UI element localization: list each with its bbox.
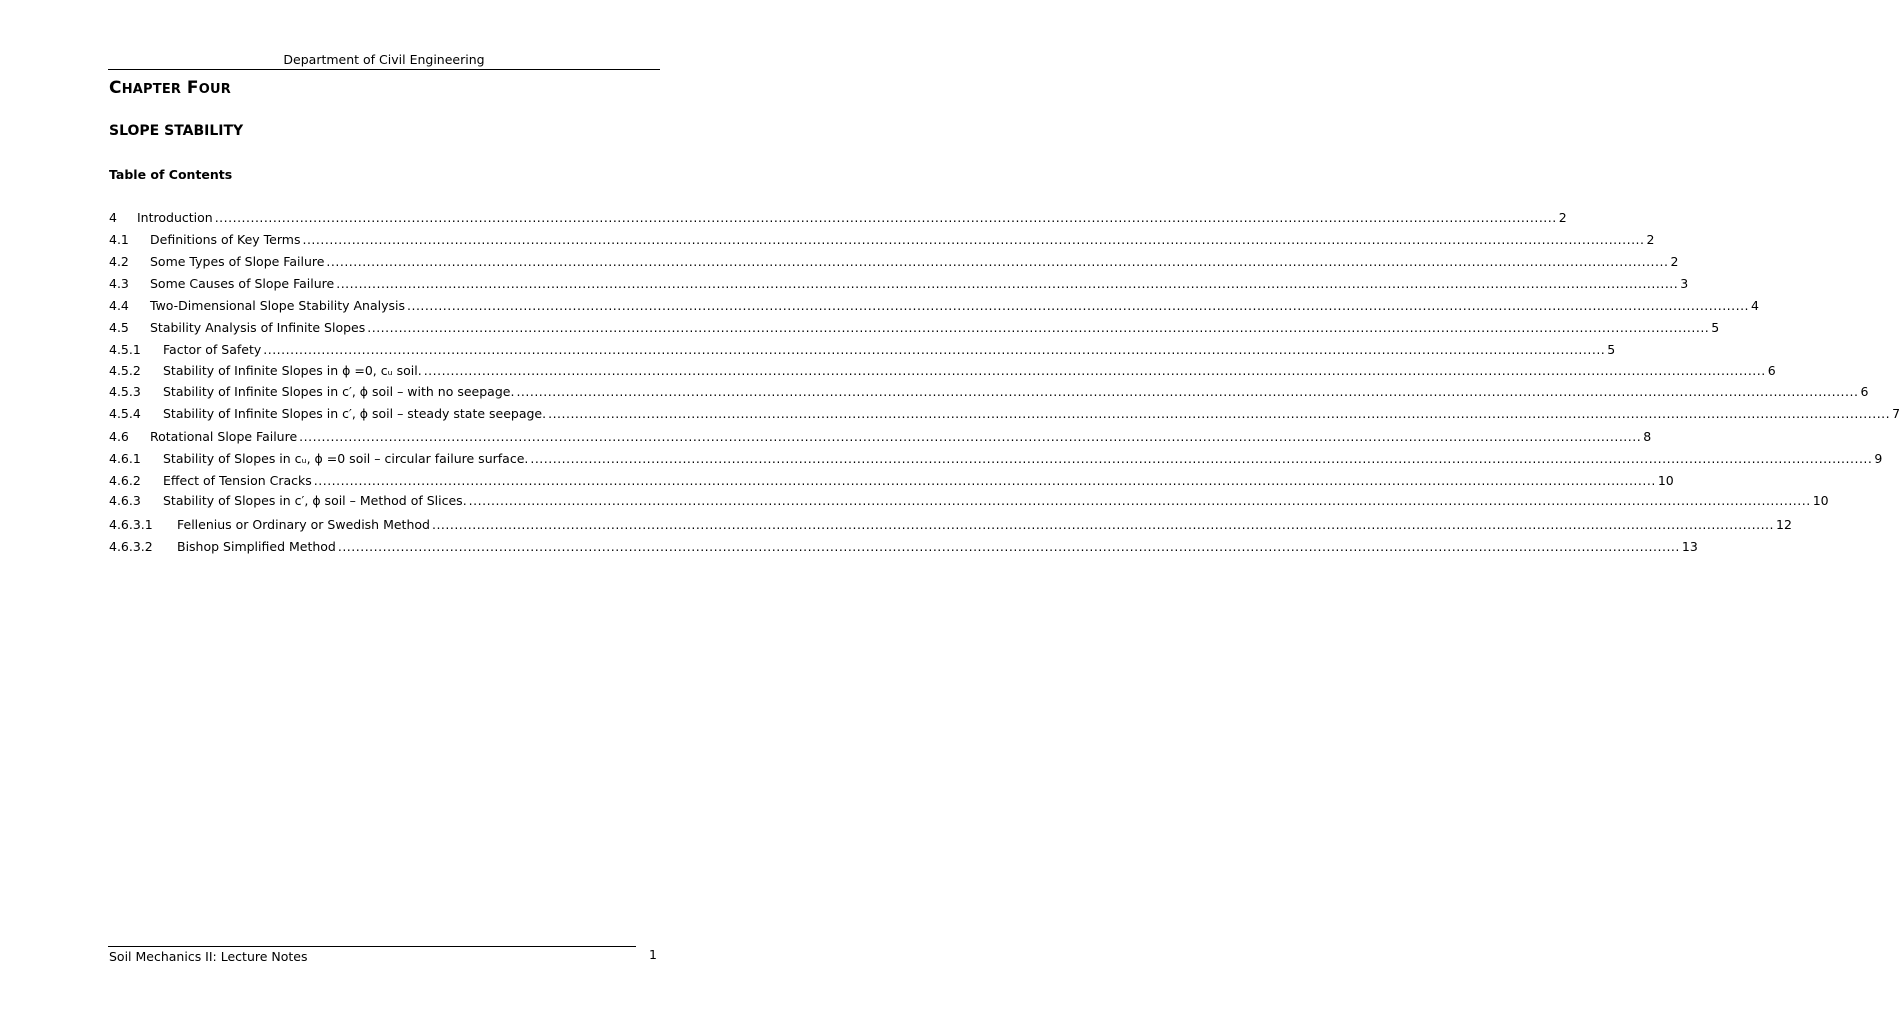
toc-entry-page: 4 <box>1751 298 1759 313</box>
running-header <box>108 52 660 70</box>
toc-heading: Table of Contents <box>109 167 233 182</box>
toc-entry-title: Some Types of Slope Failure <box>150 254 325 269</box>
section-title: SLOPE STABILITY <box>109 123 244 139</box>
toc-entry-page: 3 <box>1680 276 1689 291</box>
toc-entry-number: 4.3 <box>109 276 129 291</box>
toc-entry-page: 5 <box>1607 342 1616 357</box>
toc-entry-page: 6 <box>1860 384 1869 399</box>
toc-entry-page: 2 <box>1646 232 1655 247</box>
toc-entry-number: 4.1 <box>109 232 129 247</box>
toc-entry-title: Stability of Infinite Slopes in c′, ϕ soil – steady state seepage. <box>163 406 547 421</box>
toc-dot-leader: ............................................................................................................................................................................................................................................................................................................ <box>516 384 1859 399</box>
toc-dot-leader: ............................................................................................................................................................................................................................................................................................................ <box>548 406 1891 421</box>
toc-entry-title: Factor of Safety <box>163 342 262 357</box>
toc-dot-leader: ............................................................................................................................................................................................................................................................................................................ <box>313 473 1656 488</box>
toc-entry-title: Definitions of Key Terms <box>150 232 301 247</box>
toc-entry-title: Some Causes of Slope Failure <box>150 276 335 291</box>
toc-entry-number: 4.6.3.2 <box>109 539 153 554</box>
toc-entry[interactable] <box>109 515 1792 535</box>
toc-entry-number: 4.5.4 <box>109 406 141 421</box>
toc-entry[interactable] <box>109 382 1869 402</box>
toc-dot-leader: ............................................................................................................................................................................................................................................................................................................ <box>468 493 1811 508</box>
toc-entry-number: 4.5 <box>109 320 129 335</box>
chapter-title-our: OUR <box>198 82 231 97</box>
toc-entry-title: Stability of Slopes in cᵤ, ϕ =0 soil – circular failure surface. <box>163 451 529 466</box>
toc-entry-number: 4.6 <box>109 429 129 444</box>
toc-entry-number: 4.4 <box>109 298 129 313</box>
toc-entry-title: Stability of Infinite Slopes in c′, ϕ soil – with no seepage. <box>163 384 515 399</box>
toc-entry[interactable] <box>109 491 1829 511</box>
footer-rule <box>108 946 636 947</box>
toc-entry-title: Stability Analysis of Infinite Slopes <box>150 320 366 335</box>
toc-entry-title: Bishop Simplified Method <box>177 539 336 554</box>
toc-entry-title: Two-Dimensional Slope Stability Analysis <box>150 298 406 313</box>
toc-entry-title: Introduction <box>137 210 213 225</box>
toc-entry[interactable] <box>109 537 1698 557</box>
footer-text: Soil Mechanics II: Lecture Notes <box>109 949 308 964</box>
toc-dot-leader: ............................................................................................................................................................................................................................................................................................................ <box>326 254 1669 269</box>
toc-entry-page: 6 <box>1767 363 1776 378</box>
toc-entry[interactable] <box>109 230 1655 250</box>
toc-entry-number: 4.6.3.1 <box>109 517 153 532</box>
chapter-title-hapter: HAPTER <box>121 82 182 97</box>
toc-entry-number: 4.6.2 <box>109 473 141 488</box>
toc-dot-leader: ............................................................................................................................................................................................................................................................................................................ <box>431 517 1774 532</box>
toc-entry-page: 7 <box>1892 406 1900 421</box>
toc-entry[interactable] <box>109 296 1759 316</box>
toc-entry[interactable] <box>109 340 1616 360</box>
toc-entry-number: 4.6.1 <box>109 451 141 466</box>
toc-entry-number: 4.6.3 <box>109 493 141 508</box>
toc-dot-leader: ............................................................................................................................................................................................................................................................................................................ <box>214 210 1557 225</box>
toc-dot-leader: ............................................................................................................................................................................................................................................................................................................ <box>407 298 1750 313</box>
toc-entry-page: 12 <box>1776 517 1792 532</box>
toc-entry-page: 10 <box>1657 473 1674 488</box>
toc-entry[interactable] <box>109 318 1720 338</box>
toc-entry-title: Fellenius or Ordinary or Swedish Method <box>177 517 430 532</box>
page-number: 1 <box>649 947 657 962</box>
toc-entry-number: 4.5.1 <box>109 342 141 357</box>
toc-dot-leader: ............................................................................................................................................................................................................................................................................................................ <box>530 451 1873 466</box>
chapter-title-f: F <box>186 78 199 98</box>
toc-entry[interactable] <box>109 427 1652 447</box>
toc-dot-leader: ............................................................................................................................................................................................................................................................................................................ <box>299 429 1642 444</box>
toc-entry-number: 4.2 <box>109 254 129 269</box>
toc-entry[interactable] <box>109 252 1679 272</box>
toc-entry-page: 5 <box>1711 320 1720 335</box>
toc-entry[interactable] <box>109 449 1883 469</box>
toc-entry-page: 10 <box>1812 493 1829 508</box>
toc-entry[interactable] <box>109 274 1689 294</box>
toc-entry-number: 4.5.3 <box>109 384 141 399</box>
toc-entry-number: 4 <box>109 210 117 225</box>
toc-entry-title: Stability of Infinite Slopes in ϕ =0, cᵤ soil. <box>163 363 422 378</box>
department-name: Department of Civil Engineering <box>283 52 485 67</box>
toc-entry-page: 8 <box>1643 429 1652 444</box>
toc-entry[interactable] <box>109 471 1674 491</box>
chapter-title <box>109 78 231 98</box>
toc-entry-page: 2 <box>1558 210 1567 225</box>
toc-entry[interactable] <box>109 208 1567 228</box>
toc-entry-page: 2 <box>1670 254 1679 269</box>
toc-entry[interactable] <box>109 361 1776 381</box>
toc-dot-leader: ............................................................................................................................................................................................................................................................................................................ <box>302 232 1645 247</box>
chapter-title-c: C <box>109 78 122 98</box>
toc-entry-title: Rotational Slope Failure <box>150 429 298 444</box>
toc-entry-page: 13 <box>1681 539 1698 554</box>
toc-entry[interactable] <box>109 404 1900 424</box>
toc-dot-leader: ............................................................................................................................................................................................................................................................................................................ <box>336 276 1679 291</box>
toc-dot-leader: ............................................................................................................................................................................................................................................................................................................ <box>423 363 1766 378</box>
toc-dot-leader: ............................................................................................................................................................................................................................................................................................................ <box>337 539 1680 554</box>
toc-entry-number: 4.5.2 <box>109 363 141 378</box>
toc-entry-title: Effect of Tension Cracks <box>163 473 312 488</box>
toc-entry-page: 9 <box>1874 451 1883 466</box>
toc-dot-leader: ............................................................................................................................................................................................................................................................................................................ <box>263 342 1606 357</box>
toc-entry-title: Stability of Slopes in c′, ϕ soil – Method of Slices. <box>163 493 467 508</box>
toc-dot-leader: ............................................................................................................................................................................................................................................................................................................ <box>367 320 1710 335</box>
